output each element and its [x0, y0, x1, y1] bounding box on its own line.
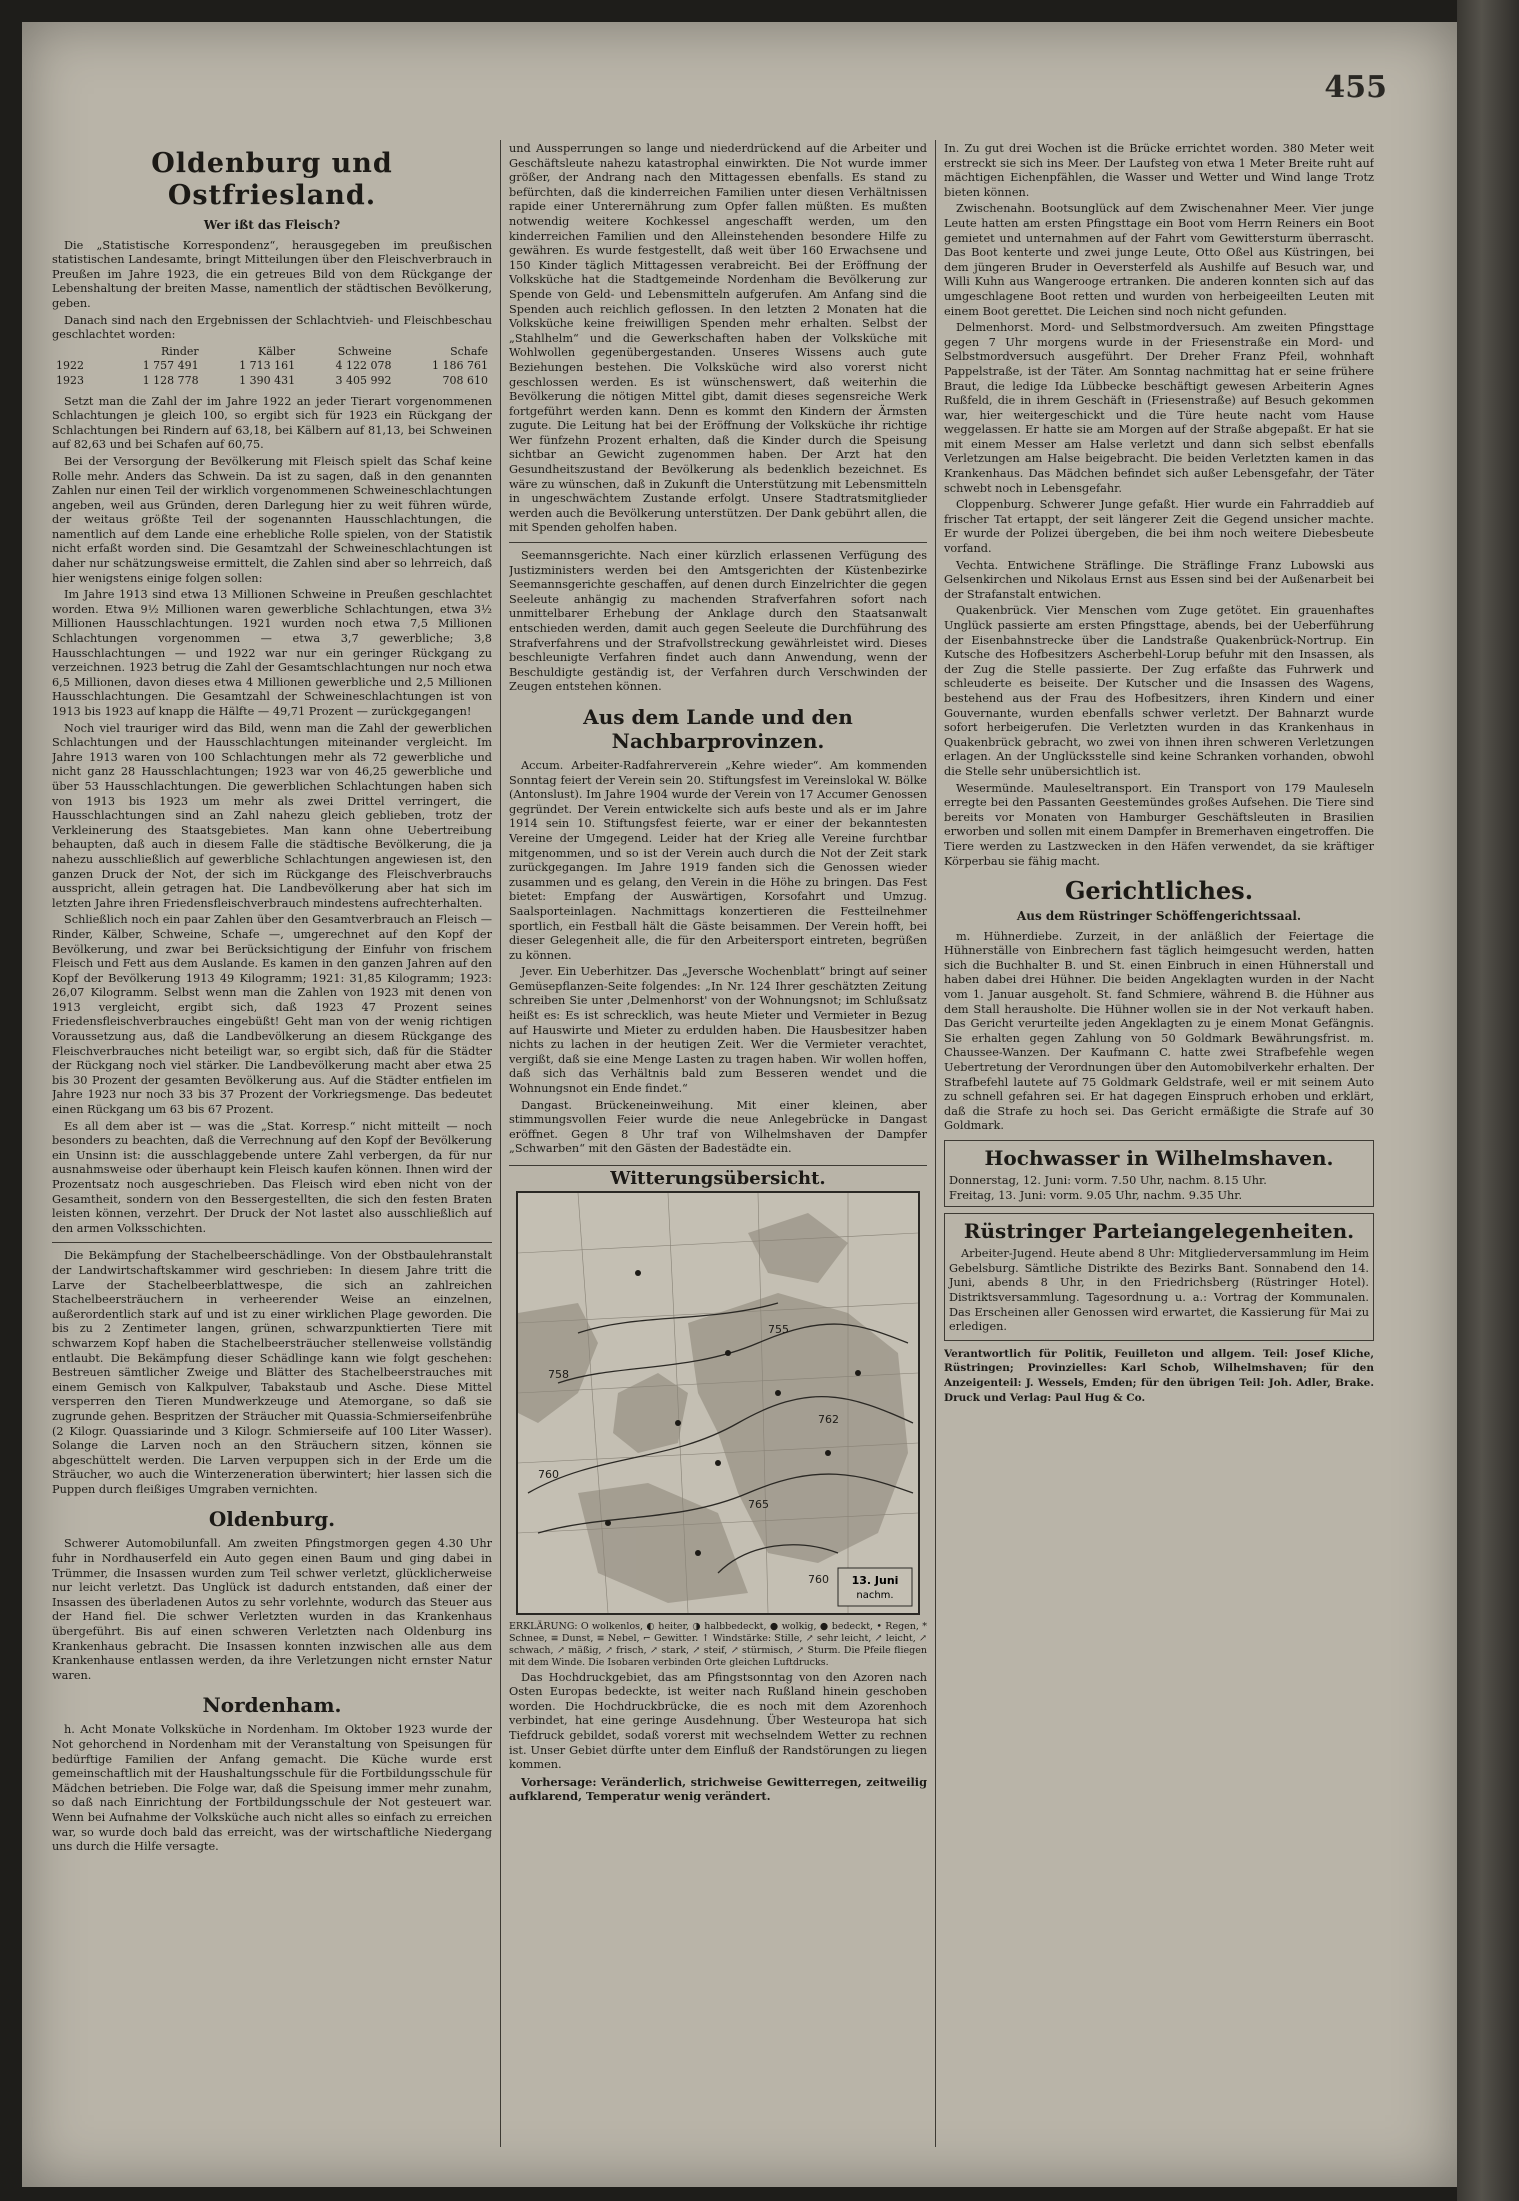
book-binding [1457, 0, 1519, 2201]
imprint: Verantwortlich für Politik, Feuilleton und allgem. Teil: Josef Kliche, Rüstringen; Provinzielles: Karl Schob, Wilhelmshaven; für den Anzeigenteil: J. Wessels, Emden; für den übrigen Teil: Joh. Adler, Brake. Druck und Verlag: Paul Hug & Co. [944, 1347, 1374, 1404]
article-paragraph: Schwerer Automobilunfall. Am zweiten Pfingstmorgen gegen 4.30 Uhr fuhr in Nordhauserfeld ein Auto gegen einen Baum und ging dabei in Trümmer, die Insassen wurden zum Teil schwer verletzt, glücklicherweise nur leicht verletzt. Das Unglück ist dadurch entstanden, daß einer der Insassen des überladenen Autos zu sehr vorlehnte, wodurch das Steuer aus der Hand fiel. Die schwer Verletzten wurden in das Krankenhaus übergeführt. Bis auf einen schweren Verletzten nach Oldenburg ins Krankenhaus gebracht. Die Insassen konnten inzwischen alle aus dem Krankenhause entlassen werden, da ihre Verletzungen nicht ernster Natur waren. [52, 1537, 492, 1682]
column-rule [500, 140, 501, 2147]
article-paragraph: Quakenbrück. Vier Menschen vom Zuge getötet. Ein grauenhaftes Unglück passierte am ersten Pfingsttage, abends, bei der Ueberführung der Eisenbahnstrecke über die Landstraße Quakenbrück-Nortrup. Ein Kutsche des Hofbesitzers Ascherbehl-Lorup befuhr mit den Insassen, als der Zug die Stelle passierte. Der Zug erfaßte das Fuhrwerk und schleuderte es beiseite. Der Kutscher und die Insassen des Wagens, bestehend aus der Frau des Hofbesitzers, ihren Kindern und einer Gouvernante, wurden ebenfalls schwer verletzt. Der Bahnarzt wurde sofort herbeigerufen. Die Verletzten wurden in das Krankenhaus in Quakenbrück gebracht, wo zwei von ihnen ihren schweren Verletzungen erlagen. An der Unglücksstelle sind keine Schranken vorhanden, obwohl die Stelle sehr unübersichtlich ist. [944, 604, 1374, 778]
article-paragraph: Arbeiter-Jugend. Heute abend 8 Uhr: Mitgliederversammlung im Heim Gebelsburg. Sämtliche Distrikte des Bezirks Bant. Sonnabend den 14. Juni, abends 8 Uhr, in den Friedrichsberg (Rüstringer Hotel). Distriktsversammlung. Tagesordnung u. a.: Vortrag der Kommunalen. Das Erscheinen aller Genossen wird erwartet, die Kassierung für Mai zu erledigen. [949, 1247, 1369, 1334]
weather-map-graphic [518, 1193, 918, 1613]
article-paragraph: und Aussperrungen so lange und niederdrückend auf die Arbeiter und Geschäftsleute nahezu katastrophal einwirkten. Die Not wurde immer größer, der Andrang nach den Mittagessen ebenfalls. Es stand zu befürchten, daß die kinderreichen Familien unter diesen Verhältnissen rapide einer Unterernährung zum Opfer fallen müßten. Es mußten notwendig weitere Kochkessel angeschafft werden, um den kinderreichen Familien und den Alleinstehenden besondere Hilfe zu gewähren. Es wurde festgestellt, daß weit über 160 Erwachsene und 150 Kinder täglich Mittagessen verabreicht. Bei der Eröffnung der Volksküche hat die Stadtgemeinde Nordenham die Bevölkerung zur Spende von Geld- und Lebensmitteln aufgerufen. Am Anfang sind die Spenden auch reichlich geflossen. In den letzten 2 Monaten hat die Volksküche keine freiwilligen Spenden mehr erhalten. Selbst der „Stahlhelm“ und die Gewerkschaften haben der Volksküche mit Wohlwollen gegenübergestanden. Unseres Wissens auch gute Beziehungen bestehen. Die Volksküche wird also vorerst nicht geschlossen werden. Es ist wünschenswert, daß weiterhin die Bevölkerung die nötigen Mittel gibt, damit dieses segensreiche Werk fortgeführt werden kann. Denn es kommt den Kindern der Ärmsten zugute. Die Leitung hat bei der Eröffnung der Volksküche ihr richtige Wer fünfzehn Prozent erhalten, daß die Kinder durch die Speisung sichtbar an Gewicht zugenommen haben. Der Arzt hat den Gesundheitszustand der Bevölkerung als bedenklich bezeichnet. Es wäre zu wünschen, daß in Zukunft die Unterstützung mit Lebensmitteln in ungeschwächtem Zustande erfolgt. Unsere Stadtratsmitglieder werden auch die Bevölkerung unterstützen. Der Dank gebührt allen, die mit Spenden geholfen haben. [509, 142, 927, 535]
map-time-label: nachm. [856, 1589, 894, 1601]
table-cell: 1 186 761 [432, 359, 488, 373]
table-header: Kälber [257, 344, 296, 358]
isobar-label: 755 [768, 1322, 789, 1336]
isobar-label: 758 [548, 1367, 569, 1381]
divider [509, 542, 927, 543]
section-heading-oldenburg: Oldenburg. [208, 1507, 336, 1532]
table-header: Schweine [337, 344, 392, 358]
article-paragraph: Delmenhorst. Mord- und Selbstmordversuch. Am zweiten Pfingsttage gegen 7 Uhr morgens wurde in der Friesenstraße ein Mord- und Selbstmordversuch ausgeführt. Der Dreher Franz Pfeil, wohnhaft Pappelstraße, ist der Täter. Am Sonntag nachmittag hat er seine frühere Braut, die ledige Ida Lübbecke beschäftigt gewesen Arbeiterin Agnes Rußfeld, die in ihrem Geschäft in (Friesenstraße) auf Besuch gekommen war, hier weitergeschickt und die Türe heute nacht vom Hause weggelassen. Er hatte sie am Morgen auf der Straße abgepaßt. Er hat sie mit einem Messer am Halse verletzt und dann sich selbst ebenfalls Verletzungen am Halse beigebracht. Die beiden Verletzten kamen in das Krankenhaus. Das Mädchen befindet sich außer Lebensgefahr, der Täter schwebt noch in Lebensgefahr. [944, 321, 1374, 495]
article-paragraph: h. Acht Monate Volksküche in Nordenham. Im Oktober 1923 wurde der Not gehorchend in Nordenham mit der Veranstaltung von Speisungen für bedürftige Familien der Anfang gemacht. Die Küche wurde erst gemeinschaftlich mit der Haushaltungsschule für die Fortbildungsschule für Mädchen betrieben. Die Folge war, daß die Speisung immer mehr zunahm, so daß nach Einrichtung der Fortbildungsschule der Not gesteuert war. Wenn bei Aufnahme der Volksküche auch nicht alles so einfach zu erreichen war, so wurde doch bald das erreicht, was der wirtschaftliche Niedergang uns durch die Hilfe versagte. [52, 1723, 492, 1854]
article-paragraph: Das Hochdruckgebiet, das am Pfingstsonntag von den Azoren nach Osten Europas bedeckte, ist weiter nach Rußland hinein geschoben worden. Die Hochdruckbrücke, die es noch mit dem Azorenhoch verbindet, hat eine geringe Ausdehnung. Über Westeuropa hat sich Tiefdruck gebildet, sodaß vorerst mit wechselndem Wetter zu rechnen ist. Unser Gebiet dürfte unter dem Einfluß der Randstörungen zu liegen kommen. [509, 1670, 927, 1772]
article-paragraph: m. Hühnerdiebe. Zurzeit, in der anläßlich der Feiertage die Hühnerställe von Einbrechern fast täglich heimgesucht werden, hatten sich die Buchhalter B. und St. einen Einbruch in einen Hühnerstall und haben dabei drei Hühner. Die beiden Angeklagten wurden in der Nacht vom 1. Januar ausgeholt. St. fand Schmiere, während B. die Hühner aus dem Stall herausholte. Die Hühner wollen sie in der Not verkauft haben. Das Gericht verurteilte jeden Angeklagten zu je einem Monat Gefängnis. Sie erhalten gegen Zahlung von 50 Goldmark Bewährungsfrist. m. Chaussee-Wanzen. Der Kaufmann C. hatte zwei Strafbefehle wegen Uebertretung der Verordnungen über den Automobilverkehr erhalten. Der Strafbefehl lautete auf 75 Goldmark Geldstrafe, weil er mit seinem Auto zu schnell gefahren sei. Er hat dagegen Einspruch erhoben und erklärt, daß die Strafe zu hoch sei. Das Gericht ermäßigte die Strafe auf 30 Goldmark. [944, 929, 1374, 1133]
headline: Oldenburg und Ostfriesland. [151, 148, 393, 211]
weather-heading: Witterungsübersicht. [509, 1165, 927, 1187]
table-header-row [52, 345, 492, 360]
table-cell: 1923 [56, 373, 84, 387]
flood-box [944, 1140, 1374, 1207]
article-paragraph: Seemannsgerichte. Nach einer kürzlich erlassenen Verfügung des Justizministers werden bei den Amtsgerichten der Küstenbezirke Seemannsgerichte geschaffen, auf denen durch Einzelrichter die gegen Seeleute anhängig zu machenden Strafverfahren sofort nach unmittelbarer Erhebung der Anklage durch den Staatsanwalt entschieden werden, damit auch gegen Seeleute die Durchführung des Strafverfahrens und der Strafvollstreckung gewährleistet wird. Dieses beschleunigte Verfahren findet auch dann Anwendung, wenn der Beschuldigte geständig ist, der Verfahren durch Verschwinden der Zeugen entstehen können. [509, 549, 927, 694]
article-paragraph: Vechta. Entwichene Sträflinge. Die Sträflinge Franz Lubowski aus Gelsenkirchen und Nikolaus Ernst aus Essen sind bei der Außenarbeit bei der Strafanstalt entwichen. [944, 558, 1374, 601]
column-1 [52, 142, 492, 2157]
party-heading: Rüstringer Parteiangelegenheiten. [963, 1219, 1355, 1244]
column-rule [935, 140, 936, 2147]
table-row [52, 359, 492, 374]
isobar-label: 760 [538, 1467, 559, 1481]
article-paragraph: Danach sind nach den Ergebnissen der Schlachtvieh- und Fleischbeschau geschlachtet worden: [52, 313, 492, 342]
article-paragraph: Im Jahre 1913 sind etwa 13 Millionen Schweine in Preußen geschlachtet worden. Etwa 9½ Millionen waren gewerbliche Schlachtungen, etwa 3½ Millionen Hausschlachtungen. 1921 wurden noch etwa 7,5 Millionen Schlachtungen vorgenommen — etwa 3,7 gewerbliche; 3,8 Hausschlachtungen — und 1922 war nur ein geringer Rückgang zu verzeichnen. 1923 betrug die Zahl der Gesamtschlachtungen nur noch etwa 6,5 Millionen, davon dieses etwa 4 Millionen gewerbliche und 2,5 Millionen Hausschlachtungen. Die Gesamtzahl der Schweineschlachtungen ist von 1913 bis 1923 auf knapp die Hälfte — 49,71 Prozent — zurückgegangen! [52, 588, 492, 718]
table-header [52, 345, 106, 360]
weather-map [516, 1191, 920, 1615]
party-box [944, 1213, 1374, 1341]
article-paragraph: Cloppenburg. Schwerer Junge gefaßt. Hier wurde ein Fahrraddieb auf frischer Tat ertappt, der seit längerer Zeit die Gegend unsicher machte. Er wurde der Polizei übergeben, die bei ihm noch weitere Diebesbeute vorfand. [944, 498, 1374, 556]
section-heading-lande: Aus dem Lande und den Nachbarprovinzen. [583, 704, 853, 753]
map-date-label: 13. Juni [851, 1573, 899, 1587]
article-paragraph: Schließlich noch ein paar Zahlen über den Gesamtverbrauch an Fleisch — Rinder, Kälber, Schweine, Schafe —, umgerechnet auf den Kopf der Bevölkerung, und zwar bei Berücksichtigung der Einfuhr von frischem Fleisch und Fett aus dem Auslande. Es kamen in den ganzen Jahren auf den Kopf der Bevölkerung 1913 49 Kilogramm; 1921: 31,85 Kilogramm; 1923: 26,07 Kilogramm. Selbst wenn man die Zahlen von 1923 mit denen von 1913 vergleicht, ergibt sich, daß 1923 47 Prozent seines Friedensfleischverbrauches eingebüßt! Geht man von der wenig richtigen Voraussetzung aus, daß die Landbevölkerung an diesem Rückgange des Fleischverbrauches nicht beteiligt war, so ergibt sich, daß für die Städter der Rückgang noch viel stärker. Die Landbevölkerung macht aber etwa 25 bis 30 Prozent der gesamten Bevölkerung aus. Auf die Städter entfielen im Jahre 1923 nur noch 33 bis 37 Prozent der Vorkriegsmenge. Das bedeutet einen Rückgang um 63 bis 67 Prozent. [52, 913, 492, 1117]
table-cell: 1922 [56, 359, 84, 373]
page-number: 455 [1324, 70, 1387, 105]
map-legend: ERKLÄRUNG: O wolkenlos, ◐ heiter, ◑ halbbedeckt, ● wolkig, ● bedeckt, • Regen, * Schnee, ≡ Dunst, ≡ Nebel, ⌐ Gewitter. ↑ Windstärke: Stille, ↗ sehr leicht, ↗ leicht, ↗ schwach, ↗ mäßig, ↗ frisch, ↗ stark, ↗ steif, ↗ stürmisch, ↗ Sturm. Die Pfeile fliegen mit dem Winde. Die Isobaren verbinden Orte gleichen Luftdrucks. [509, 1620, 927, 1668]
article-paragraph: Accum. Arbeiter-Radfahrerverein „Kehre wieder“. Am kommenden Sonntag feiert der Verein sein 20. Stiftungsfest im Vereinslokal W. Bölke (Antonslust). Im Jahre 1904 wurde der Verein von 17 Accumer Genossen gegründet. Der Verein entwickelte sich aufs beste und als er im Jahre 1914 sein 10. Stiftungsfest feierte, war er einer der bekanntesten Vereine der Umgegend. Leider hat der Krieg alle Vereine furchtbar mitgenommen, und so ist der Verein auch durch die Not der Zeit stark zurückgegangen. Im Jahre 1919 fanden sich die Genossen wieder zusammen und es gelang, den Verein in die Höhe zu bringen. Das Fest bietet: Empfang der Auswärtigen, Korsofahrt und Umzug. Saalsporteinlagen. Nachmittags konzertieren die Festteilnehmer sportlich, ein Festball hält die Gäste beisammen. Der Verein hofft, bei dieser Gelegenheit alle, die für den Arbeitersport eintreten, begrüßen zu können. [509, 758, 927, 962]
article-paragraph: Jever. Ein Ueberhitzer. Das „Jeversche Wochenblatt“ bringt auf seiner Gemüsepflanzen-Seite folgendes: „In Nr. 124 Ihrer geschätzten Zeitung schreiben Sie unter ,Delmenhorst' von der Wohnungsnot; im Schlußsatz heißt es: Es ist schrecklich, was heute Mieter und Vermieter in Bezug auf Hauswirte und Mieter zu erdulden haben. Die Hausbesitzer haben nichts zu lachen in der heutigen Zeit. Wer die Vermieter verachtet, vergißt, daß sie eine Menge Lasten zu tragen haben. Wir wollen hoffen, daß sich das Verhältnis bald zum Besseren wendet und die Wohnungsnot ein Ende findet.“ [509, 965, 927, 1096]
subheadline: Wer ißt das Fleisch? [203, 218, 341, 232]
table-row [52, 374, 492, 389]
article-paragraph: Es all dem aber ist — was die „Stat. Korresp.“ nicht mitteilt — noch besonders zu beachten, daß die Verrechnung auf den Kopf der Bevölkerung ein Unsinn ist: die ausschlaggebende untere Zahl verbergen, da für nur ausnahmsweise oder überhaupt kein Fleisch kaufen können. Ihnen wird der Prozentsatz noch ausgeschrieben. Das Fleisch wird eben nicht von der Gesamtheit, sondern von den Bessergestellten, die sich den festen Braten leisten können, verzehrt. Der Druck der Not lastet also ausschließlich auf den armen Volksschichten. [52, 1119, 492, 1235]
article-paragraph: Wesermünde. Mauleseltransport. Ein Transport von 179 Mauleseln erregte bei den Passanten Geestemündes großes Aufsehen. Die Tiere sind bereits vor Monaten von Hamburger Geschäftsleuten in Brasilien erworben und sollen mit einem Dampfer in Bremerhaven eingetroffen. Die Tiere werden zu Lastzwecken in den Häfen verwendet, da sie kräftiger Körperbau sie fähig macht. [944, 781, 1374, 868]
table-cell: 1 713 161 [239, 359, 296, 373]
flood-heading: Hochwasser in Wilhelmshaven. [984, 1146, 1334, 1170]
table-header: Schafe [450, 344, 488, 358]
article-paragraph: In. Zu gut drei Wochen ist die Brücke errichtet worden. 380 Meter weit erstreckt sie sich ins Meer. Der Laufsteg von etwa 1 Meter Breite ruht auf mächtigen Eichenpfählen, die Wasser und Wetter und Wind lange Trotz bieten können. [944, 142, 1374, 199]
flood-line: Freitag, 13. Juni: vorm. 9.05 Uhr, nachm. 9.35 Uhr. [949, 1188, 1243, 1202]
isobar-label: 765 [748, 1497, 769, 1511]
court-subheading: Aus dem Rüstringer Schöffengerichtssaal. [1016, 909, 1302, 924]
table-cell: 3 405 992 [335, 373, 392, 387]
isobar-label: 760 [808, 1572, 829, 1586]
article-paragraph: Bei der Versorgung der Bevölkerung mit Fleisch spielt das Schaf keine Rolle mehr. Anders das Schwein. Da ist zu sagen, daß in den genannten Zahlen nur einen Teil der wirklich vorgenommenen Schweineschlachtungen angeben, weil aus Gründen, deren Darlegung hier zu weit führen würde, der weitaus größte Teil der sogenannten Hausschlachtungen, die namentlich auf dem Lande eine erhebliche Rolle spielen, von der Statistik nicht erfaßt worden sind. Die Gesamtzahl der Schweineschlachtungen ist daher nur schätzungsweise ermittelt, die Zahlen sind aber so lehrreich, daß hier wenigstens einige folgen sollen: [52, 454, 492, 585]
newspaper-page [22, 22, 1457, 2187]
table-cell: 1 128 778 [142, 373, 199, 387]
article-paragraph: Dangast. Brückeneinweihung. Mit einer kleinen, aber stimmungsvollen Feier wurde die neue Anlegebrücke in Dangast eröffnet. Gegen 8 Uhr traf von Wilhelmshaven der Dampfer „Schwarben“ mit den Gästen der Badestädte ein. [509, 1098, 927, 1156]
table-header: Rinder [160, 344, 199, 358]
column-3 [944, 142, 1374, 2157]
section-heading-nordenham: Nordenham. [202, 1693, 342, 1718]
table-cell: 708 610 [442, 373, 488, 387]
table-cell: 1 757 491 [142, 359, 199, 373]
article-paragraph: Setzt man die Zahl der im Jahre 1922 an jeder Tierart vorgenommenen Schlachtungen je gleich 100, so ergibt sich für 1923 ein Rückgang der Schlachtungen bei Rindern auf 63,18, bei Kälbern auf 81,13, bei Schweinen auf 82,63 und bei Schafen auf 60,75. [52, 394, 492, 452]
article-paragraph: Noch viel trauriger wird das Bild, wenn man die Zahl der gewerblichen Schlachtungen und der Hausschlachtungen miteinander vergleicht. Im Jahre 1913 waren von 100 Schlachtungen mehr als 72 gewerbliche und nicht ganz 28 Hausschlachtungen; 1923 war von 46,25 gewerbliche und über 53 Hausschlachtungen. Die gewerblichen Schlachtungen haben sich von 1913 bis 1923 um mehr als zwei Drittel verringert, die Hausschlachtungen sind an Zahl nahezu gleich geblieben, trotz der Verkleinerung des Staatsgebietes. Man kann ohne Uebertreibung behaupten, daß auch in diesem Falle die städtische Bevölkerung, die ja nahezu ausschließlich auf gewerbliche Schlachtungen angewiesen ist, den ganzen Druck der Not, der sich im Rückgange des Fleischverbrauchs ausspricht, allein getragen hat. Die Landbevölkerung aber hat sich im letzten Jahre ihren Friedensfleischverbrauch mindestens aufrechterhalten. [52, 721, 492, 910]
article-paragraph: Die Bekämpfung der Stachelbeerschädlinge. Von der Obstbaulehranstalt der Landwirtschaftskammer wird geschrieben: In diesem Jahre tritt die Larve der Stachelbeerblattwespe, die sich an zahlreichen Stachelbeersträuchern in verheerender Weise an einzelnen, außerordentlich stark auf und ist zu einer wirklichen Plage geworden. Die bis zu 2 Zentimeter langen, grünen, schwarzpunktierten Tiere mit schwarzem Kopf haben die Stachelbeersträucher stellenweise vollständig entlaubt. Die Bekämpfung dieser Schädlinge kann wie folgt geschehen: Bestreuen sämtlicher Zweige und Blätter des Stachelbeerstrauches mit einem Gemisch von Kalkpulver, Tabakstaub und Asche. Diese Mittel versperren den Tieren Mundwerkzeuge und Atemorgane, so daß sie zugrunde gehen. Bespritzen der Sträucher mit Quassia-Schmierseifenbrühe (2 Kilogr. Quassiarinde und 3 Kilogr. Schmierseife auf 100 Liter Wasser). Solange die Larven noch an den Sträuchern sitzen, können sie abgeschüttelt werden. Die Larven verpuppen sich in der Erde um die Sträucher, wo auch die Winterzeneration überwintert; hier lassen sich die Puppen durch fleißiges Umgraben vernichten. [52, 1249, 492, 1496]
section-heading-court: Gerichtliches. [1064, 876, 1254, 906]
divider [52, 1242, 492, 1243]
flood-line: Donnerstag, 12. Juni: vorm. 7.50 Uhr, nachm. 8.15 Uhr. [949, 1174, 1267, 1187]
table-cell: 1 390 431 [239, 373, 296, 387]
weather-forecast: Vorhersage: Veränderlich, strichweise Gewitterregen, zeitweilig aufklarend, Temperatur wenig verändert. [509, 1774, 927, 1804]
isobar-label: 762 [818, 1412, 839, 1426]
column-2 [509, 142, 927, 2157]
table-cell: 4 122 078 [335, 359, 392, 373]
article-paragraph: Die „Statistische Korrespondenz“, herausgegeben im preußischen statistischen Landesamte, bringt Mitteilungen über den Fleischverbrauch in Preußen im Jahre 1923, die ein getreues Bild von dem Rückgange der Lebenshaltung der breiten Masse, namentlich der städtischen Bevölkerung, geben. [52, 238, 492, 310]
article-paragraph: Zwischenahn. Bootsunglück auf dem Zwischenahner Meer. Vier junge Leute hatten am ersten Pfingsttage ein Boot vom Herrn Reiners ein Boot gemietet und unternahmen auf der Fahrt vom Gewittersturm überrascht. Das Boot kenterte und zwei junge Leute, Otto Oßel aus Küstringen, bei dem jüngeren Bruder in Oeversterfeld als Aushilfe auf Besuch war, und Willi Kuhn aus Wangerooge ertranken. Die anderen konnten sich auf das umgeschlagene Boot retten und wurden von herbeigeeilten Leuten mit einem Boot gerettet. Die Leichen sind noch nicht gefunden. [944, 202, 1374, 318]
slaughter-table [52, 345, 492, 389]
